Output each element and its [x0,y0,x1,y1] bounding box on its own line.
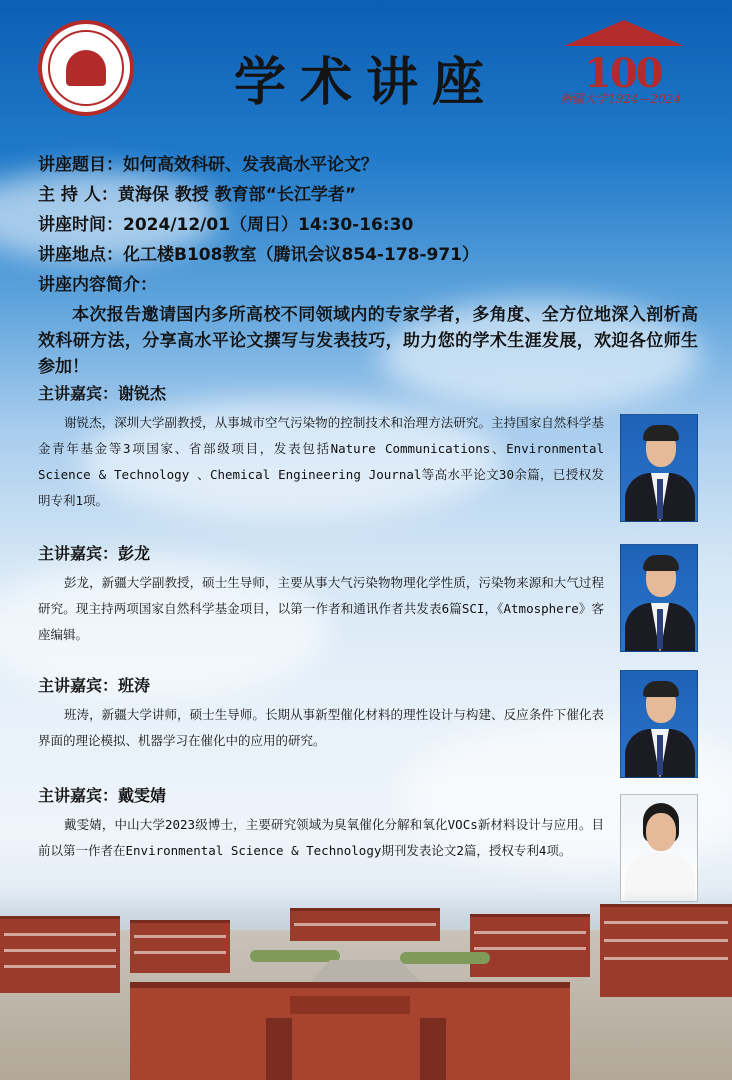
campus-lawn [400,952,490,964]
speaker-heading: 主讲嘉宾：彭龙 [38,544,151,563]
speaker-bio: 彭龙，新疆大学副教授，硕士生导师，主要从事大气污染物物理化学性质，污染物来源和大气过程研究。现主持两项国家自然科学基金项目，以第一作者和通讯作者共发表6篇SCI，《Atmosphere》客座编辑。 [38,575,604,642]
roof-icon [564,20,684,46]
speaker-heading: 主讲嘉宾：戴雯婧 [38,786,167,805]
speaker-photo [620,544,698,652]
speaker-bio: 班涛，新疆大学讲师，硕士生导师。长期从事新型催化材料的理性设计与构建、反应条件下催化表界面的理论模拟、机器学习在催化中的应用的研究。 [38,707,604,748]
speaker-section [38,382,698,514]
photo-tie [657,735,663,775]
speaker-photo [620,414,698,522]
photo-tie [657,479,663,519]
gate-pillar [266,1018,292,1080]
centennial-years: 新疆大学1924—2024 [560,92,682,106]
speaker-section [38,542,698,648]
speaker-bio: 谢锐杰，深圳大学副教授，从事城市空气污染物的控制技术和治理方法研究。主持国家自然科学基金青年基金等3项国家、省部级项目，发表包括Nature Communications、Environmental Science & Technology 、Chemical Engineering Journal等高水平论文30余篇，已授权发明专利1项。 [38,415,604,508]
photo-hair [643,555,679,571]
lecture-place: 讲座地点：化工楼B108教室（腾讯会议854-178-971） [38,245,480,265]
intro-heading: 讲座内容简介： [38,275,157,295]
centennial-logo [560,18,690,118]
photo-hair [643,681,679,697]
campus-gate [130,982,570,1080]
lecture-time: 讲座时间：2024/12/01（周日）14:30-16:30 [38,215,414,235]
lecture-info [38,150,698,380]
gate-pillar [420,1018,446,1080]
campus-building [130,920,230,973]
university-seal-logo [38,20,134,116]
lecture-host: 主 持 人：黄海保 教授 教育部“长江学者” [38,185,357,205]
speaker-section [38,784,698,864]
campus-photo [0,890,732,1080]
gate-sign [290,996,410,1014]
page-title: 学术讲座 [233,53,498,113]
intro-text: 本次报告邀请国内多所高校不同领域内的专家学者，多角度、全方位地深入剖析高效科研方法，分享高水平论文撰写与发表技巧，助力您的学术生涯发展，欢迎各位师生参加！ [38,305,698,377]
campus-building [0,916,120,993]
photo-hair [643,425,679,441]
campus-building [290,908,440,941]
speaker-heading: 主讲嘉宾：谢锐杰 [38,384,167,403]
campus-lawn [250,950,340,962]
lecture-topic: 讲座题目：如何高效科研、发表高水平论文？ [38,155,378,175]
seal-building-icon [66,50,106,86]
speaker-photo [620,670,698,778]
speaker-heading: 主讲嘉宾：班涛 [38,676,151,695]
centennial-number: 100 [584,50,662,97]
speaker-bio: 戴雯婧，中山大学2023级博士，主要研究领域为臭氧催化分解和氧化VOCs新材料设计与应用。目前以第一作者在Environmental Science & Technology期刊发表论文2篇，授权专利4项。 [38,817,604,858]
speaker-photo [620,794,698,902]
campus-building [470,914,590,977]
photo-face [646,813,676,851]
speaker-section [38,674,698,754]
photo-tie [657,609,663,649]
campus-building [600,904,732,997]
